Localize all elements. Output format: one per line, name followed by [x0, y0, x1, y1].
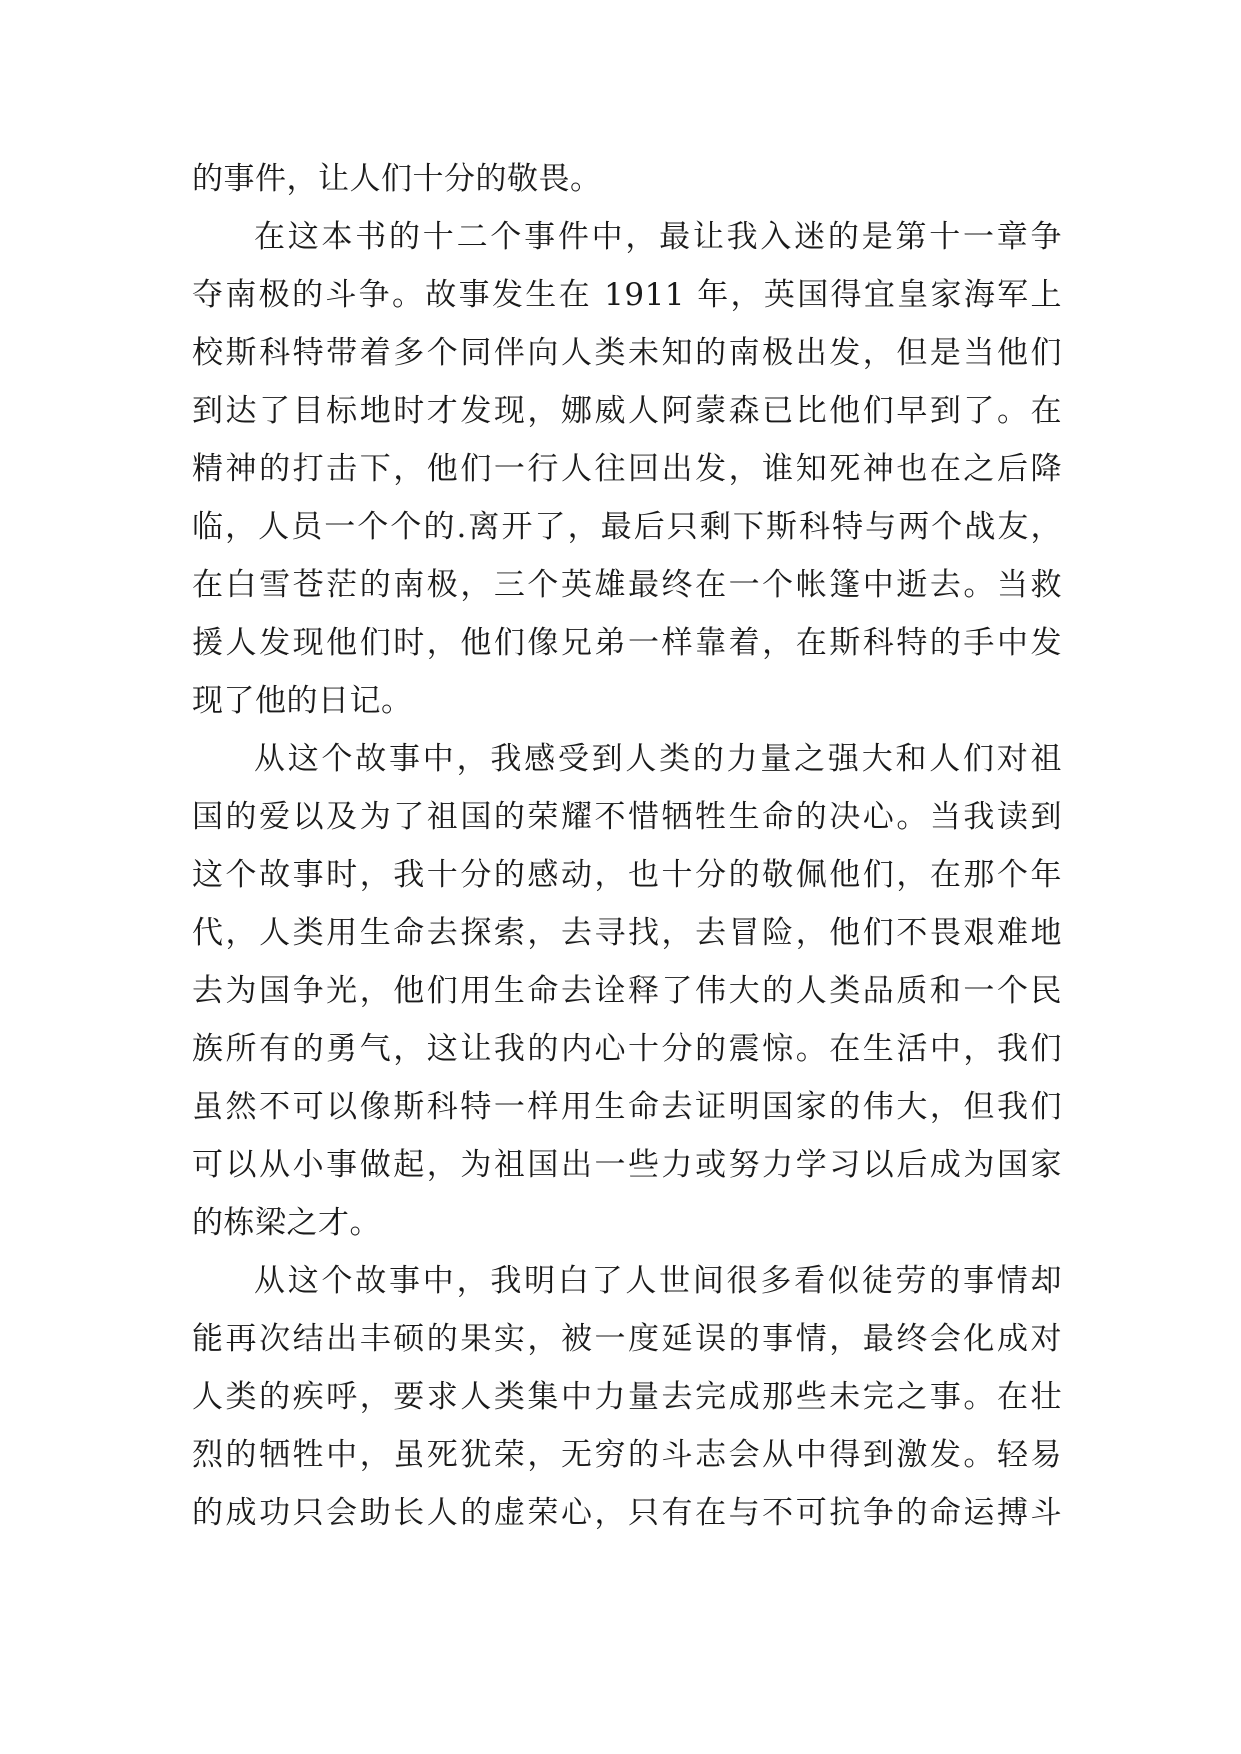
text-line: 在白雪苍茫的南极，三个英雄最终在一个帐篷中逝去。当救 — [192, 567, 1062, 603]
text-line: 代，人类用生命去探索，去寻找，去冒险，他们不畏艰难地 — [192, 915, 1062, 951]
text-line: 夺南极的斗争。故事发生在 1911 年，英国得宜皇家海军上 — [192, 277, 1062, 313]
text-line: 精神的打击下，他们一行人往回出发，谁知死神也在之后降 — [192, 451, 1062, 487]
text-line: 人类的疾呼，要求人类集中力量去完成那些未完之事。在壮 — [192, 1379, 1062, 1415]
paragraph-first-line: 从这个故事中，我感受到人类的力量之强大和人们对祖 — [254, 741, 1062, 777]
text-line: 去为国争光，他们用生命去诠释了伟大的人类品质和一个民 — [192, 973, 1062, 1009]
paragraph-first-line: 从这个故事中，我明白了人世间很多看似徒劳的事情却 — [254, 1263, 1062, 1299]
text-line: 这个故事时，我十分的感动，也十分的敬佩他们，在那个年 — [192, 857, 1062, 893]
text-line: 的成功只会助长人的虚荣心，只有在与不可抗争的命运搏斗 — [192, 1495, 1062, 1531]
text-line: 国的爱以及为了祖国的荣耀不惜牺牲生命的决心。当我读到 — [192, 799, 1062, 835]
text-line: 虽然不可以像斯科特一样用生命去证明国家的伟大，但我们 — [192, 1089, 1062, 1125]
text-line: 校斯科特带着多个同伴向人类未知的南极出发，但是当他们 — [192, 335, 1062, 371]
text-line: 可以从小事做起，为祖国出一些力或努力学习以后成为国家 — [192, 1147, 1062, 1183]
text-line: 现了他的日记。 — [192, 683, 413, 719]
text-line: 族所有的勇气，这让我的内心十分的震惊。在生活中，我们 — [192, 1031, 1062, 1067]
text-line: 的栋梁之才。 — [192, 1205, 381, 1241]
paragraph-first-line: 在这本书的十二个事件中，最让我入迷的是第十一章争 — [254, 219, 1062, 255]
text-line: 的事件，让人们十分的敬畏。 — [192, 161, 602, 197]
text-line: 援人发现他们时，他们像兄弟一样靠着，在斯科特的手中发 — [192, 625, 1062, 661]
text-line: 到达了目标地时才发现，娜威人阿蒙森已比他们早到了。在 — [192, 393, 1062, 429]
text-line: 能再次结出丰硕的果实，被一度延误的事情，最终会化成对 — [192, 1321, 1062, 1357]
text-line: 烈的牺牲中，虽死犹荣，无穷的斗志会从中得到激发。轻易 — [192, 1437, 1062, 1473]
text-line: 临，人员一个个的.离开了，最后只剩下斯科特与两个战友， — [192, 509, 1062, 545]
body-text — [192, 150, 1062, 1542]
